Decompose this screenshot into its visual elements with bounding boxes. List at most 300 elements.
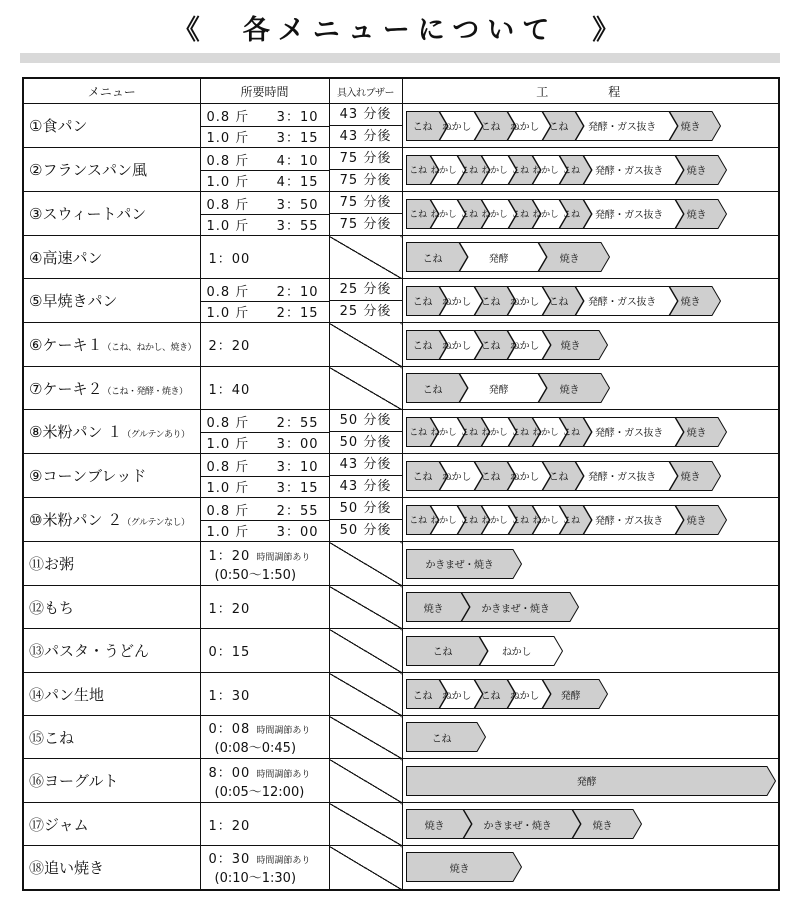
process-cell	[402, 846, 779, 890]
step-label: 焼き	[423, 603, 444, 615]
menu-cell	[23, 586, 200, 629]
loaf-weight: 0.8 斤	[206, 503, 250, 519]
loaf-weight: 0.8 斤	[206, 415, 250, 431]
step-label: 発酵・ガス抜き	[588, 472, 656, 483]
step-label: こね	[431, 733, 452, 745]
menu-cell	[23, 629, 200, 673]
time-range: (0:10～1:30)	[214, 871, 297, 887]
step-label: こね	[511, 166, 529, 176]
table-row	[23, 410, 779, 454]
menu-cell	[23, 367, 200, 410]
process-step	[459, 373, 547, 403]
process-steps	[406, 592, 779, 622]
buzzer-value: 25 分後	[330, 300, 402, 322]
step-label: こね	[422, 253, 443, 265]
page-title: 《 各メニューについて 》	[172, 15, 628, 46]
time-line	[201, 149, 329, 170]
step-label: ねかし	[441, 341, 472, 352]
menu-cell	[23, 846, 200, 890]
step-label: 発酵	[576, 777, 597, 788]
step-label: こね	[412, 122, 433, 133]
step-label: 発酵・ガス抜き	[588, 122, 656, 133]
step-label: こね	[480, 341, 501, 352]
step-label: 焼き	[680, 297, 701, 308]
step-label: ねかし	[441, 297, 472, 308]
buzzer-cell-empty	[329, 803, 402, 846]
buzzer-value: 75 分後	[339, 195, 392, 210]
duration: 3：50	[276, 197, 319, 213]
buzzer-value: 75 分後	[339, 151, 392, 166]
time-cell	[200, 498, 329, 542]
step-label: こね	[460, 516, 478, 526]
step-label: 焼き	[449, 863, 470, 875]
table-row	[23, 236, 779, 279]
duration: 3：15	[276, 481, 319, 496]
process-steps	[406, 852, 779, 882]
menu-name: ⑫もち	[29, 598, 75, 617]
header-process: 工 程	[402, 78, 779, 104]
step-label: こね	[480, 122, 501, 133]
loaf-weight: 1.0 斤	[206, 219, 250, 234]
process-cell	[402, 803, 779, 846]
buzzer-value: 75 分後	[330, 169, 402, 191]
process-cell	[402, 323, 779, 367]
time-cell	[200, 410, 329, 454]
duration: 8：00	[208, 765, 251, 781]
step-label: 焼き	[686, 516, 707, 527]
menu-cell	[23, 498, 200, 542]
process-step	[669, 111, 721, 141]
table-row	[23, 542, 779, 586]
step-label: ねかし	[430, 516, 457, 526]
process-step	[542, 330, 608, 360]
duration: 1：20	[208, 818, 251, 834]
menu-sub: （グルテンあり）	[122, 430, 190, 440]
time-line	[201, 476, 329, 497]
time-range: (0:50～1:50)	[214, 567, 297, 583]
time-cell	[200, 803, 329, 846]
menu-cell	[23, 148, 200, 192]
step-label: こね	[460, 166, 478, 176]
process-step	[542, 679, 608, 709]
step-label: こね	[409, 516, 427, 526]
step-label: ねかし	[501, 647, 532, 658]
time-line	[201, 193, 329, 214]
step-label: 焼き	[560, 341, 581, 352]
step-label: 焼き	[592, 820, 613, 832]
process-cell	[402, 104, 779, 148]
step-label: 焼き	[686, 210, 707, 221]
time-line	[201, 455, 329, 476]
menu-name: ⑪お粥	[29, 555, 75, 573]
process-cell	[402, 279, 779, 323]
step-label: こね	[409, 166, 427, 176]
duration: 0：30	[208, 852, 251, 868]
menu-name: ①食パン	[29, 117, 88, 135]
time-cell	[200, 279, 329, 323]
time-line	[201, 301, 329, 322]
step-label: かきまぜ・焼き	[483, 820, 552, 832]
step-label: ねかし	[441, 690, 472, 702]
menu-cell	[23, 323, 200, 367]
time-cell	[200, 454, 329, 498]
duration: 3：55	[276, 219, 319, 234]
buzzer-value: 25 分後	[339, 282, 392, 297]
process-cell	[402, 759, 779, 803]
time-note: 時間調節あり	[256, 856, 311, 867]
step-label: こね	[460, 428, 478, 438]
table-row	[23, 586, 779, 629]
menu-name: ③スウィートパン	[29, 205, 147, 223]
process-cell	[402, 542, 779, 586]
time-line	[201, 411, 329, 432]
step-label: ねかし	[441, 472, 472, 483]
menu-name: ⑥ケーキ１	[29, 336, 103, 354]
time-line	[201, 214, 329, 235]
time-main	[201, 641, 329, 660]
menu-cell	[23, 716, 200, 759]
step-label: こね	[409, 428, 427, 438]
step-label: ねかし	[481, 166, 508, 176]
buzzer-cell	[329, 410, 402, 454]
time-line	[201, 520, 329, 541]
step-label: ねかし	[509, 341, 540, 352]
step-label: 焼き	[424, 820, 445, 832]
header-time: 所要時間	[200, 78, 329, 104]
process-steps	[406, 766, 779, 796]
time-main	[201, 545, 329, 564]
menu-name: ⑧米粉パン １	[29, 423, 123, 441]
time-cell	[200, 192, 329, 236]
step-label: ねかし	[532, 210, 559, 220]
time-line	[201, 126, 329, 147]
time-line	[201, 280, 329, 301]
process-step	[459, 242, 547, 272]
step-label: 発酵・ガス抜き	[595, 210, 663, 221]
step-label: ねかし	[481, 516, 508, 526]
step-label: ねかし	[532, 516, 559, 526]
step-label: こね	[412, 690, 433, 702]
loaf-weight: 1.0 斤	[206, 481, 250, 496]
process-cell	[402, 236, 779, 279]
process-steps	[406, 242, 779, 272]
table-row	[23, 846, 779, 890]
buzzer-cell-empty	[329, 846, 402, 890]
process-cell	[402, 454, 779, 498]
duration: 3：00	[276, 525, 319, 540]
menu-cell	[23, 192, 200, 236]
process-cell	[402, 410, 779, 454]
time-main	[201, 248, 329, 267]
process-steps	[406, 636, 779, 666]
time-cell	[200, 759, 329, 803]
step-label: こね	[511, 210, 529, 220]
buzzer-value: 50 分後	[330, 431, 402, 453]
duration: 2：55	[276, 415, 319, 431]
header-menu: メニュー	[23, 78, 200, 104]
menu-name: ⑬パスタ・うどん	[29, 642, 150, 660]
menu-name: ⑩米粉パン ２	[29, 511, 123, 529]
process-step	[575, 111, 678, 141]
step-label: こね	[412, 472, 433, 483]
table-row	[23, 629, 779, 673]
buzzer-cell-empty	[329, 586, 402, 629]
process-cell	[402, 716, 779, 759]
time-main	[201, 379, 329, 398]
menu-name: ⑮こね	[29, 728, 75, 747]
time-line	[201, 432, 329, 453]
step-label: ねかし	[430, 210, 457, 220]
step-label: 焼き	[686, 428, 707, 439]
time-line	[201, 170, 329, 191]
process-step	[675, 199, 727, 229]
table-row	[23, 148, 779, 192]
process-step	[406, 549, 522, 579]
step-label: ねかし	[430, 166, 457, 176]
duration: 1：40	[208, 382, 251, 398]
loaf-weight: 1.0 斤	[206, 525, 250, 540]
buzzer-cell-empty	[329, 367, 402, 410]
step-label: こね	[562, 166, 580, 176]
buzzer-value: 75 分後	[330, 213, 402, 235]
step-label: こね	[412, 341, 433, 352]
process-cell	[402, 148, 779, 192]
step-label: 発酵・ガス抜き	[588, 297, 656, 308]
process-cell	[402, 629, 779, 673]
buzzer-value: 43 分後	[339, 107, 392, 122]
loaf-weight: 0.8 斤	[206, 459, 250, 475]
process-cell	[402, 586, 779, 629]
loaf-weight: 0.8 斤	[206, 153, 250, 169]
menu-sub: （こね・発酵・焼き）	[102, 386, 188, 397]
step-label: ねかし	[509, 472, 540, 483]
time-main	[201, 848, 329, 867]
time-cell	[200, 846, 329, 890]
duration: 1：20	[208, 601, 251, 617]
process-step	[583, 505, 684, 535]
process-step	[583, 199, 684, 229]
step-label: ねかし	[532, 428, 559, 438]
buzzer-cell-empty	[329, 542, 402, 586]
menu-name: ⑭パン生地	[29, 685, 105, 704]
menu-sub: （こね、ねかし、焼き）	[102, 343, 196, 353]
loaf-weight: 0.8 斤	[206, 284, 250, 300]
duration: 2：20	[208, 339, 251, 354]
step-label: こね	[480, 472, 501, 483]
process-steps	[406, 722, 779, 752]
table-row	[23, 104, 779, 148]
menu-cell	[23, 279, 200, 323]
buzzer-cell-empty	[329, 716, 402, 759]
table-row	[23, 759, 779, 803]
duration: 2：15	[276, 306, 319, 321]
menu-name: ⑱追い焼き	[29, 858, 105, 877]
loaf-weight: 0.8 斤	[206, 109, 250, 125]
buzzer-value: 50 分後	[339, 501, 392, 516]
process-steps	[406, 417, 779, 447]
process-step	[406, 636, 488, 666]
duration: 0：08	[208, 722, 251, 737]
buzzer-value: 43 分後	[330, 475, 402, 497]
duration: 1：20	[208, 548, 251, 564]
step-label: 焼き	[680, 472, 701, 483]
menu-name: ⑦ケーキ２	[29, 379, 103, 398]
step-label: 焼き	[686, 166, 707, 177]
buzzer-value: 43 分後	[339, 457, 392, 472]
time-main	[201, 762, 329, 781]
table-row	[23, 323, 779, 367]
table-row	[23, 367, 779, 410]
step-label: 発酵	[488, 253, 509, 265]
step-label: こね	[511, 516, 529, 526]
duration: 4：15	[276, 175, 319, 190]
step-label: こね	[460, 210, 478, 220]
process-steps	[406, 330, 779, 360]
header-buzzer: 具入れブザー	[329, 78, 402, 104]
step-label: 発酵	[560, 690, 581, 702]
menu-table	[22, 77, 780, 891]
step-label: こね	[409, 210, 427, 220]
step-label: こね	[422, 384, 443, 396]
step-label: 発酵・ガス抜き	[595, 516, 663, 527]
process-step	[461, 592, 579, 622]
step-label: 発酵・ガス抜き	[595, 166, 663, 177]
process-steps	[406, 461, 779, 491]
process-step	[463, 809, 581, 839]
time-main	[201, 335, 329, 354]
process-steps	[406, 373, 779, 403]
loaf-weight: 1.0 斤	[206, 131, 250, 146]
buzzer-cell	[329, 279, 402, 323]
time-cell	[200, 673, 329, 716]
step-label: ねかし	[532, 166, 559, 176]
buzzer-cell-empty	[329, 673, 402, 716]
step-label: ねかし	[481, 428, 508, 438]
duration: 1：30	[208, 688, 251, 704]
process-steps	[406, 809, 779, 839]
buzzer-value: 50 分後	[339, 413, 392, 428]
menu-cell	[23, 542, 200, 586]
menu-cell	[23, 759, 200, 803]
process-cell	[402, 673, 779, 716]
process-cell	[402, 192, 779, 236]
process-step	[675, 155, 727, 185]
duration: 0：15	[208, 645, 251, 660]
buzzer-value: 43 分後	[330, 125, 402, 147]
time-cell	[200, 367, 329, 410]
time-main	[201, 598, 329, 617]
time-cell	[200, 629, 329, 673]
time-note: 時間調節あり	[256, 552, 311, 563]
process-step	[538, 242, 610, 272]
step-label: こね	[412, 297, 433, 308]
step-label: かきまぜ・焼き	[425, 560, 494, 571]
step-label: ねかし	[509, 690, 540, 702]
title-rule	[20, 53, 780, 63]
table-row	[23, 673, 779, 716]
buzzer-cell-empty	[329, 629, 402, 673]
step-label: こね	[480, 690, 501, 702]
time-range: (0:05～12:00)	[214, 784, 305, 800]
menu-cell	[23, 104, 200, 148]
menu-name: ②フランスパン風	[29, 161, 147, 179]
time-cell	[200, 542, 329, 586]
table-row	[23, 716, 779, 759]
step-label: ねかし	[441, 122, 472, 133]
time-range: (0:08～0:45)	[214, 741, 297, 756]
step-label: ねかし	[430, 428, 457, 438]
loaf-weight: 1.0 斤	[206, 306, 250, 321]
time-cell	[200, 323, 329, 367]
step-label: こね	[548, 297, 569, 308]
menu-cell	[23, 236, 200, 279]
menu-name: ④高速パン	[29, 248, 103, 267]
process-step	[583, 417, 684, 447]
process-steps	[406, 111, 779, 141]
step-label: 焼き	[559, 384, 580, 396]
process-steps	[406, 505, 779, 535]
process-step	[479, 636, 563, 666]
time-line	[201, 105, 329, 126]
step-label: ねかし	[509, 122, 540, 133]
buzzer-cell	[329, 454, 402, 498]
duration: 3：15	[276, 131, 319, 146]
step-label: こね	[562, 516, 580, 526]
buzzer-cell-empty	[329, 759, 402, 803]
step-label: こね	[511, 428, 529, 438]
time-main	[201, 718, 329, 737]
buzzer-cell-empty	[329, 236, 402, 279]
time-line	[201, 499, 329, 520]
table-row	[23, 279, 779, 323]
step-label: 発酵	[488, 384, 509, 396]
process-step	[406, 852, 522, 882]
buzzer-cell-empty	[329, 323, 402, 367]
table-row	[23, 192, 779, 236]
menu-name: ⑤早焼きパン	[29, 292, 118, 310]
table-row	[23, 498, 779, 542]
time-main	[201, 685, 329, 704]
step-label: こね	[548, 122, 569, 133]
process-steps	[406, 679, 779, 709]
time-cell	[200, 104, 329, 148]
step-label: こね	[432, 647, 453, 658]
menu-cell	[23, 454, 200, 498]
process-cell	[402, 498, 779, 542]
header-row	[23, 78, 779, 104]
process-step	[406, 766, 776, 796]
time-note: 時間調節あり	[256, 769, 311, 780]
buzzer-value: 50 分後	[330, 519, 402, 541]
menu-sub: （グルテンなし）	[122, 518, 190, 528]
menu-name: ⑰ジャム	[29, 815, 89, 834]
menu-name: ⑯ヨーグルト	[29, 772, 119, 790]
time-note: 時間調節あり	[256, 726, 311, 736]
step-label: 焼き	[559, 253, 580, 265]
step-label: 焼き	[680, 122, 701, 133]
time-cell	[200, 148, 329, 192]
step-label: かきまぜ・焼き	[481, 603, 550, 615]
table-row	[23, 803, 779, 846]
process-steps	[406, 286, 779, 316]
table-row	[23, 454, 779, 498]
menu-cell	[23, 803, 200, 846]
duration: 3：10	[276, 459, 319, 475]
duration: 3：00	[276, 437, 319, 452]
loaf-weight: 0.8 斤	[206, 197, 250, 213]
menu-name: ⑨コーンブレッド	[29, 467, 147, 485]
duration: 2：10	[276, 284, 319, 300]
